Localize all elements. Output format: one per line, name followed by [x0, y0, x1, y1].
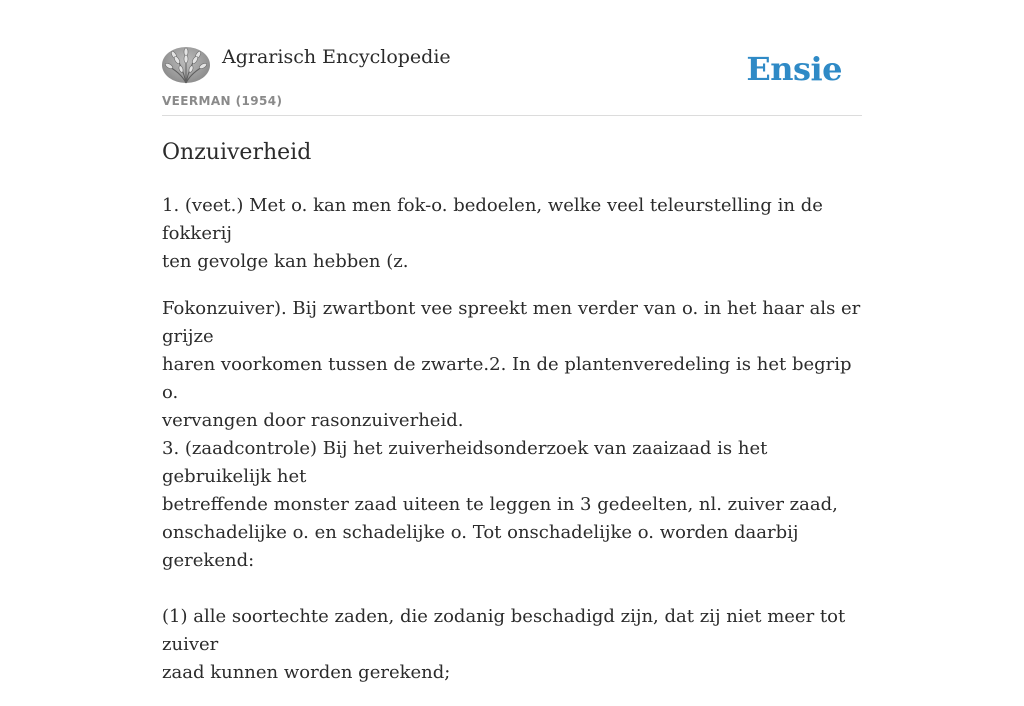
- text-line: 3. (zaadcontrole) Bij het zuiverheidsonderzoek van zaaizaad is het gebruikelijk het: [162, 438, 768, 487]
- text-line: ten gevolge kan hebben (z.: [162, 251, 409, 272]
- text-line: onschadelijke o. en schadelijke o. Tot onschadelijke o. worden daarbij gerekend:: [162, 522, 799, 571]
- page-header: [162, 40, 862, 116]
- article-title: Onzuiverheid: [162, 140, 312, 165]
- wheat-logo-icon[interactable]: [162, 47, 210, 83]
- brand-logo[interactable]: Ensie: [746, 50, 842, 88]
- text-line: haren voorkomen tussen de zwarte.2. In de plantenveredeling is het begrip o.: [162, 354, 852, 403]
- paragraph-2: [162, 295, 862, 687]
- paragraph-1: [162, 192, 862, 276]
- encyclopedia-name[interactable]: Agrarisch Encyclopedie: [222, 46, 451, 68]
- text-line: Fokonzuiver). Bij zwartbont vee spreekt men verder van o. in het haar als er grijze: [162, 298, 861, 347]
- text-line: 1. (veet.) Met o. kan men fok-o. bedoelen, welke veel teleurstelling in de fokkerij: [162, 195, 823, 244]
- text-line: betreffende monster zaad uiteen te leggen in 3 gedeelten, nl. zuiver zaad,: [162, 494, 838, 515]
- text-line: (1) alle soortechte zaden, die zodanig beschadigd zijn, dat zij niet meer tot zuiver: [162, 606, 846, 655]
- article-body: [162, 192, 862, 706]
- text-line: zaad kunnen worden gerekend;: [162, 662, 451, 683]
- line-break: [162, 575, 862, 603]
- author-year: VEERMAN (1954): [162, 94, 283, 108]
- text-line: vervangen door rasonzuiverheid.: [162, 410, 464, 431]
